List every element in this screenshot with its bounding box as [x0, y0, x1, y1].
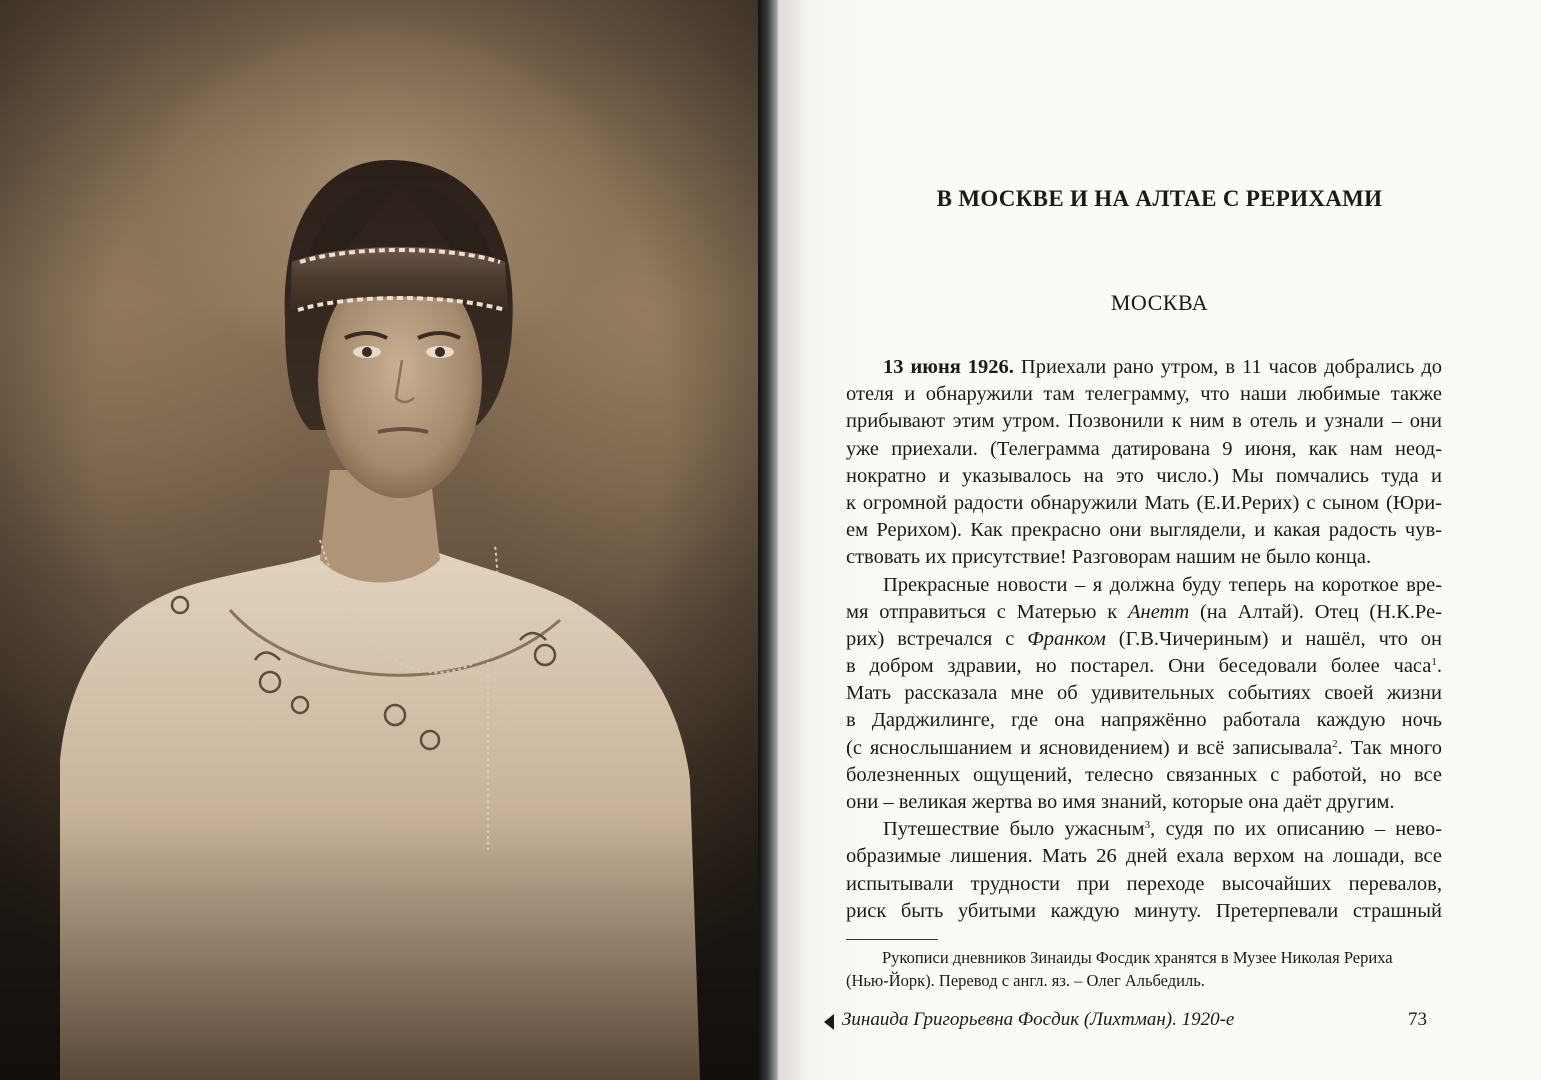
text-line: образимые лишения. Мать 26 дней ехала верхом на лошади, все: [846, 845, 1442, 868]
chapter-title: В МОСКВЕ И НА АЛТАЕ С РЕРИХАМИ: [936, 186, 1383, 211]
text-line: отеля и обнаружили там телеграмму, что наши любимые также: [846, 383, 1442, 406]
text-page: [778, 0, 1541, 1080]
photo-caption: Зинаида Григорьевна Фосдик (Лихтман). 1920-е: [842, 1009, 1235, 1030]
text-line: они – великая жертва во имя знаний, которые она даёт другим.: [846, 791, 1395, 813]
text-line: риск быть убитыми каждую минуту. Претерпевали страшный: [846, 899, 1442, 922]
footnote-line: Рукописи дневников Зинаиды Фосдик хранятся в Музее Николая Рериха: [882, 948, 1393, 967]
text-line: Путешествие было ужасным$^3$, судя по их описанию – нево-: [883, 818, 1442, 841]
footnote-ref-1: 1: [1431, 656, 1437, 669]
footnote-ref-3: 3: [1144, 819, 1151, 832]
text-line: рих) встречался с Франком (Г.В.Чичериным) и нашёл, что он: [846, 627, 1442, 650]
text-line: Мать рассказала мне об удивительных событиях своей жизни: [846, 682, 1442, 705]
text-line: (с яснослышанием и ясновидением) и всё записывала$^2$. Так много: [846, 736, 1442, 759]
entry-date: 13 июня 1926.: [883, 356, 1014, 378]
footnote: [846, 947, 1446, 992]
text-line: уже приехали. (Телеграмма датирована 9 июня, как нам неод-: [846, 437, 1442, 460]
text-line: ствовать их присутствие! Разговорам нашим не было конца.: [846, 546, 1372, 569]
text-line: нократно и указывалось на это число.) Мы помчались туда и: [846, 464, 1442, 487]
text-line: Прекрасные новости – я должна буду теперь на короткое вре-: [883, 573, 1442, 596]
text-line: в Дарджилинге, где она напряжённо работала каждую ночь: [846, 709, 1442, 732]
footnote-line: (Нью-Йорк). Перевод с англ. яз. – Олег Альбедиль.: [846, 970, 1205, 990]
footnote-ref-2: 2: [1332, 737, 1338, 750]
caption-arrow-icon: [824, 1014, 834, 1030]
portrait-photo: [0, 0, 768, 1080]
text-line: мя отправиться с Матерью к Анетт (на Алтай). Отец (Н.К.Ре-: [846, 600, 1442, 623]
text-line: 13 июня 1926. Приехали рано утром, в 11 часов добрались до: [883, 356, 1442, 378]
text-line: испытывали трудности при переходе высочайших перевалов,: [846, 872, 1442, 895]
portrait-illustration: [0, 0, 768, 1080]
text-line: в добром здравии, но постарел. Они беседовали более часа$^1$.: [846, 655, 1442, 678]
page-number: 73: [1408, 1009, 1427, 1030]
body-text: [846, 354, 1442, 925]
section-title: МОСКВА: [1110, 290, 1209, 315]
text-line: к огромной радости обнаружили Мать (Е.И.Рерих) с сыном (Юри-: [846, 491, 1442, 514]
text-line: прибывают этим утром. Позвонили к ним в отель и узнали – они: [846, 410, 1442, 433]
text-line: болезненных ощущений, телесно связанных с работой, но все: [846, 763, 1442, 786]
footnote-divider: [846, 939, 938, 940]
text-line: ем Рерихом). Как прекрасно они выглядели, и какая радость чув-: [846, 519, 1442, 542]
